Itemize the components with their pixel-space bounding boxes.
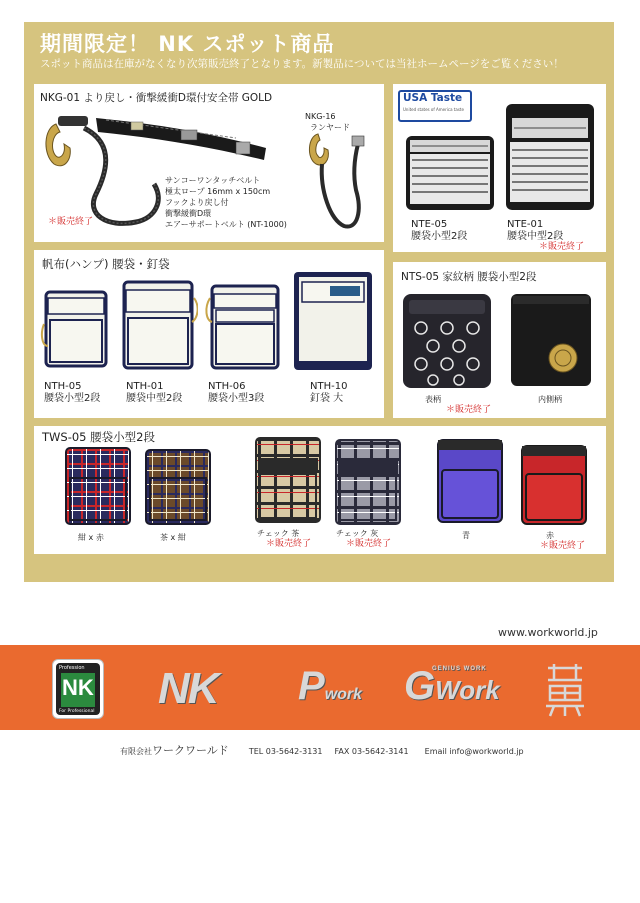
nk-badge-top: Profession xyxy=(59,665,85,671)
hemp-bag-three-image xyxy=(204,280,286,372)
gwork-small: GENIUS WORK xyxy=(432,666,487,672)
pwork-p: P xyxy=(298,664,325,708)
nk-badge-bottom: For Professional xyxy=(59,709,95,714)
hemp-item-code: NTH-05 xyxy=(44,381,82,392)
hemp-item-name: 釘袋 大 xyxy=(310,393,344,404)
pwork-logo xyxy=(298,664,362,709)
tws-bag-brown-navy-image xyxy=(142,446,214,528)
nts-front-label: 表柄 xyxy=(425,395,441,404)
tws-item-status: ＊販売終了 xyxy=(346,539,392,549)
usa-item-status: ＊販売終了 xyxy=(539,242,585,252)
gwork-logo xyxy=(404,664,500,709)
company-info xyxy=(120,742,524,758)
hemp-bag-medium-image xyxy=(118,278,198,372)
nkg-title: NKG-01 より戻し・衝撃緩衝D環付安全帯 GOLD xyxy=(40,92,273,104)
lanyard-name: ランヤード xyxy=(310,123,350,132)
tws-bag-check-grey-image xyxy=(332,436,404,528)
gwork-rest: Work xyxy=(435,675,500,705)
hemp-item-code: NTH-10 xyxy=(310,381,348,392)
nts-title: NTS-05 家紋柄 腰袋小型2段 xyxy=(401,271,537,283)
usa-bag-small-image xyxy=(400,122,500,214)
hemp-item-name: 腰袋小型3段 xyxy=(208,393,265,404)
company-name: ワークワールド xyxy=(152,744,229,757)
usa-logo-big: USA Taste xyxy=(403,92,463,104)
tws-title: TWS-05 腰袋小型2段 xyxy=(42,430,155,444)
usa-logo-small: United states of America taste xyxy=(403,107,464,112)
hemp-bag-small-image xyxy=(40,284,112,370)
tws-item-status: ＊販売終了 xyxy=(540,541,586,551)
nkg-spec: フックより戻し付 xyxy=(165,198,229,207)
tws-item-name: 青 xyxy=(462,531,470,540)
hemp-item-code: NTH-06 xyxy=(208,381,246,392)
nkg-spec: 衝撃緩衝D環 xyxy=(165,209,212,218)
website-url: www.workworld.jp xyxy=(498,626,598,639)
tws-item-name: 赤 xyxy=(546,531,554,540)
usa-item-code: NTE-01 xyxy=(507,219,544,230)
usa-taste-logo xyxy=(398,90,472,122)
lanyard-code: NKG-16 xyxy=(305,112,336,121)
tws-bag-check-brown-image xyxy=(252,432,324,526)
nkg-spec: 極太ロープ 16mm x 150cm xyxy=(165,187,271,196)
company-fax: FAX 03-5642-3141 xyxy=(334,747,409,756)
tws-item-name: チェック 灰 xyxy=(336,529,379,538)
company-tel: TEL 03-5642-3131 xyxy=(248,747,323,756)
nts-front-status: ＊販売終了 xyxy=(446,405,492,415)
company-prefix: 有限会社 xyxy=(120,747,152,756)
tws-item-name: 紺 x 赤 xyxy=(78,533,104,542)
lanyard-image xyxy=(300,130,380,234)
tws-item-name: 茶 x 紺 xyxy=(160,533,186,542)
gwork-g: G xyxy=(404,664,436,708)
usa-item-name: 腰袋中型2段 xyxy=(507,231,564,242)
hemp-item-code: NTH-01 xyxy=(126,381,164,392)
hemp-nail-bag-image xyxy=(290,268,376,374)
tws-item-name: チェック 茶 xyxy=(257,529,300,538)
nk-professional-logo xyxy=(52,659,104,719)
tws-item-status: ＊販売終了 xyxy=(266,539,312,549)
hemp-item-name: 腰袋中型2段 xyxy=(126,393,183,404)
usa-item-code: NTE-05 xyxy=(411,219,448,230)
page-title: 期間限定！ NK スポット商品 xyxy=(40,32,335,56)
nts-back-label: 内側柄 xyxy=(538,395,562,404)
nkg-spec: サンコーワンタッチベルト xyxy=(165,176,261,185)
usa-bag-medium-image xyxy=(500,98,600,214)
pwork-rest: work xyxy=(324,686,363,703)
hemp-item-name: 腰袋小型2段 xyxy=(44,393,101,404)
usa-item-name: 腰袋小型2段 xyxy=(411,231,468,242)
nk-badge-letters: NK xyxy=(62,675,94,700)
hemp-title: 帆布(ハンプ) 腰袋・釘袋 xyxy=(42,257,170,271)
tws-bag-blue-image xyxy=(434,436,506,526)
nts-bag-front-image xyxy=(399,288,495,392)
nts-bag-back-image xyxy=(505,290,597,390)
nkg-status: ＊販売終了 xyxy=(48,217,94,227)
company-email: Email info@workworld.jp xyxy=(424,747,524,756)
tws-bag-red-image xyxy=(518,442,590,528)
tws-bag-navy-red-image xyxy=(62,444,134,528)
nk-logo: NK xyxy=(158,664,218,713)
nkg-spec: エアーサポートベルト (NT-1000) xyxy=(165,220,287,229)
kanji-emblem-logo xyxy=(540,660,590,718)
notice-text: スポット商品は在庫がなくなり次第販売終了となります。新製品については当社ホームページをご覧ください！ xyxy=(40,58,564,70)
